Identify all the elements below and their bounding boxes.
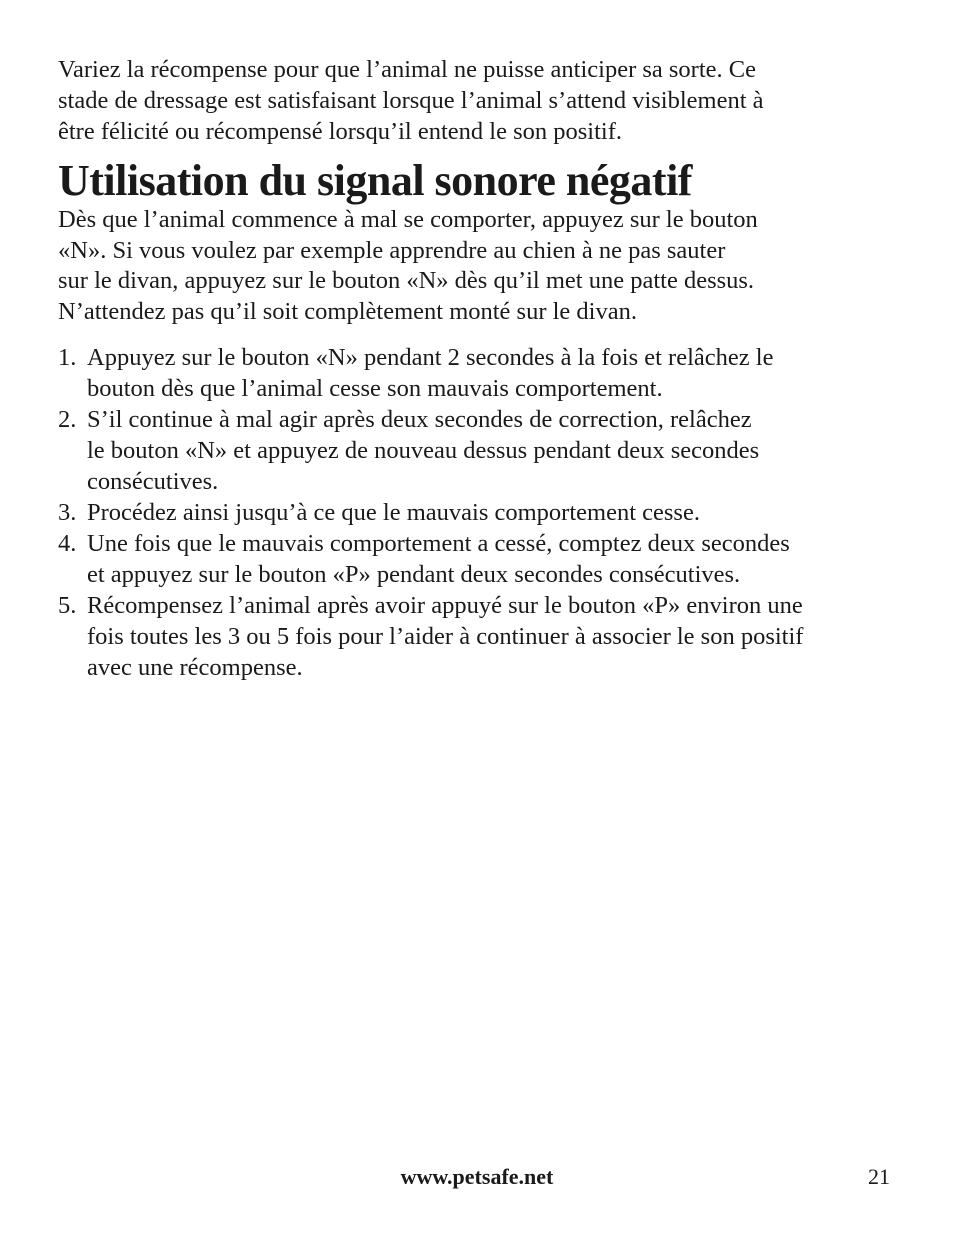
step-line: Procédez ainsi jusqu’à ce que le mauvais comportement cesse. [87,499,700,526]
footer-url: www.petsafe.net [400,1164,554,1189]
paragraph-line: sur le divan, appuyez sur le bouton «N» dès qu’il met une patte dessus. [58,267,755,294]
step-line: consécutives. [87,468,219,495]
step-number: 1. [58,344,77,371]
step-line: fois toutes les 3 ou 5 fois pour l’aider à continuer à associer le son positif [87,623,804,650]
intro-line: stade de dressage est satisfaisant lorsque l’animal s’attend visiblement à [58,87,764,114]
paragraph-line: Dès que l’animal commence à mal se comporter, appuyez sur le bouton [58,206,758,233]
paragraph-line: «N». Si vous voulez par exemple apprendre au chien à ne pas sauter [58,236,726,264]
page-number: 21 [868,1164,890,1189]
step-line: bouton dès que l’animal cesse son mauvais comportement. [87,375,663,402]
step-line: Une fois que le mauvais comportement a cessé, comptez deux secondes [87,530,790,557]
section-paragraph [58,205,904,327]
paragraph-line: N’attendez pas qu’il soit complètement monté sur le divan. [58,297,637,325]
steps-list [58,342,904,683]
list-item [58,404,904,497]
step-number: 5. [58,592,77,619]
list-item [58,528,904,590]
step-number: 3. [58,499,77,526]
list-item [58,497,904,528]
intro-line: être félicité ou récompensé lorsqu’il entend le son positif. [58,118,623,145]
step-line: Récompensez l’animal après avoir appuyé sur le bouton «P» environ une [87,592,803,619]
step-line: et appuyez sur le bouton «P» pendant deux secondes consécutives. [87,561,741,588]
step-line: Appuyez sur le bouton «N» pendant 2 secondes à la fois et relâchez le [87,344,774,371]
intro-line: Variez la récompense pour que l’animal ne puisse anticiper sa sorte. Ce [58,56,756,83]
step-line: le bouton «N» et appuyez de nouveau dessus pendant deux secondes [87,437,760,464]
step-line: avec une récompense. [87,654,303,681]
list-item [58,342,904,404]
list-item [58,590,904,683]
intro-paragraph [58,54,904,147]
step-number: 2. [58,406,77,433]
step-line: S’il continue à mal agir après deux secondes de correction, relâchez [87,406,752,433]
manual-page [58,54,904,683]
section-heading: Utilisation du signal sonore négatif [58,156,692,205]
step-number: 4. [58,530,77,557]
